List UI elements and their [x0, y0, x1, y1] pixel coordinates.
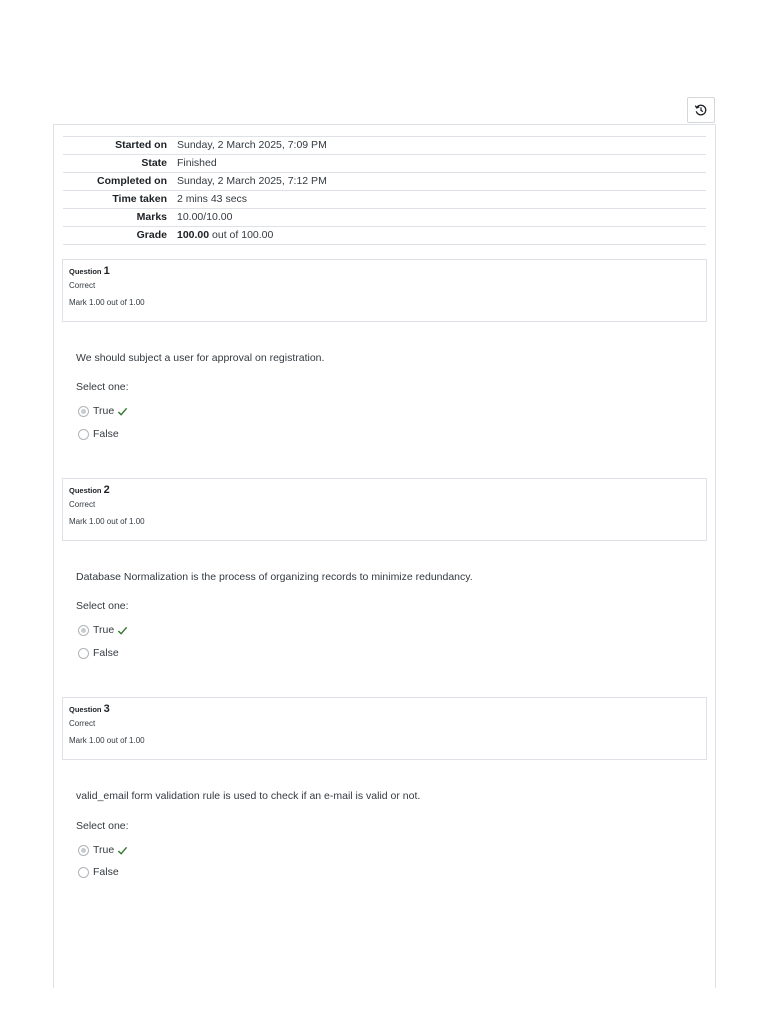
checkmark-icon — [117, 406, 128, 417]
option-label: False — [93, 866, 119, 878]
radio-unselected[interactable] — [78, 648, 89, 659]
summary-value — [172, 227, 706, 245]
summary-row-time-taken — [63, 191, 706, 209]
question-number-value: 1 — [103, 265, 110, 277]
question-state: Correct — [69, 281, 96, 290]
summary-value: Finished — [177, 157, 217, 169]
summary-label: Started on — [115, 139, 167, 151]
question-prefix: Question — [69, 705, 102, 714]
question-number — [69, 264, 700, 279]
question-info-3 — [62, 697, 707, 760]
radio-unselected[interactable] — [78, 429, 89, 440]
summary-row-marks — [63, 209, 706, 227]
option-label: True — [93, 624, 115, 636]
summary-value: 2 mins 43 secs — [177, 193, 248, 205]
question-grade: Mark 1.00 out of 1.00 — [69, 517, 145, 526]
radio-selected[interactable] — [78, 845, 89, 856]
answer-option-true[interactable] — [78, 623, 128, 637]
question-prefix: Question — [69, 486, 102, 495]
summary-row-state — [63, 155, 706, 173]
history-button[interactable] — [687, 97, 715, 123]
summary-label: State — [141, 157, 167, 169]
checkmark-icon — [117, 845, 128, 856]
question-number-value: 3 — [103, 703, 110, 715]
answer-option-true[interactable] — [78, 843, 128, 857]
answer-option-false[interactable] — [78, 865, 119, 879]
select-one-prompt: Select one: — [76, 820, 129, 832]
question-text: valid_email form validation rule is used to check if an e-mail is valid or not. — [76, 790, 421, 802]
summary-row-grade — [63, 227, 706, 245]
checkmark-icon — [117, 625, 128, 636]
question-grade: Mark 1.00 out of 1.00 — [69, 736, 145, 745]
answer-option-false[interactable] — [78, 427, 119, 441]
question-text: Database Normalization is the process of organizing records to minimize redundancy. — [76, 571, 473, 583]
answer-option-true[interactable] — [78, 404, 128, 418]
history-icon — [694, 103, 708, 117]
summary-value: Sunday, 2 March 2025, 7:12 PM — [177, 175, 327, 187]
question-number — [69, 702, 700, 717]
content-region — [53, 124, 716, 988]
summary-label: Grade — [136, 229, 167, 241]
question-info-1 — [62, 259, 707, 322]
question-state: Correct — [69, 500, 96, 509]
answer-option-false[interactable] — [78, 646, 119, 660]
question-info-2 — [62, 478, 707, 541]
radio-selected[interactable] — [78, 625, 89, 636]
radio-unselected[interactable] — [78, 867, 89, 878]
option-label: True — [93, 844, 115, 856]
option-label: True — [93, 405, 115, 417]
question-prefix: Question — [69, 267, 102, 276]
summary-label: Marks — [136, 211, 167, 223]
summary-row-started-on — [63, 137, 706, 155]
question-grade: Mark 1.00 out of 1.00 — [69, 298, 145, 307]
summary-row-completed-on — [63, 173, 706, 191]
select-one-prompt: Select one: — [76, 381, 129, 393]
radio-selected[interactable] — [78, 406, 89, 417]
question-text: We should subject a user for approval on registration. — [76, 352, 325, 364]
question-state: Correct — [69, 719, 96, 728]
option-label: False — [93, 647, 119, 659]
question-number-value: 2 — [103, 484, 110, 496]
grade-out-of: out of 100.00 — [209, 229, 274, 241]
grade-value: 100.00 — [177, 229, 210, 241]
option-label: False — [93, 428, 119, 440]
summary-value: Sunday, 2 March 2025, 7:09 PM — [177, 139, 327, 151]
select-one-prompt: Select one: — [76, 600, 129, 612]
summary-value: 10.00/10.00 — [177, 211, 233, 223]
summary-label: Time taken — [112, 193, 167, 205]
question-number — [69, 483, 700, 498]
attempt-summary-table — [63, 136, 706, 245]
summary-label: Completed on — [97, 175, 167, 187]
